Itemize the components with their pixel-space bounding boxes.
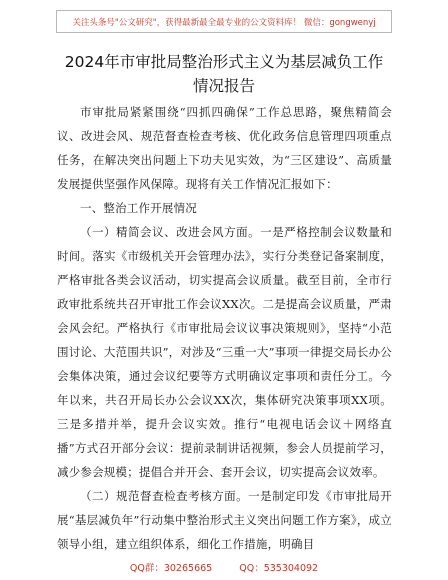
document-body [57, 100, 392, 556]
intro-paragraph: 市审批局紧紧围绕“四抓四确保”工作总思路，聚焦精简会议、改进会风、规范督查检查考核、优化政务信息管理四项重点任务，在解决突出问题上下功夫见实效，为“三区建设”、高质量发展提供坚强作风保障。现将有关工作情况汇报如下： [57, 105, 392, 191]
footer-qq: QQ：535304092 [239, 563, 319, 574]
footer-qq-group: QQ群：30265665 [129, 563, 213, 574]
body-paragraph: （二）规范督查检查考核方面。一是制定印发《市审批局开展“基层减负年”行动集中整治形式主义突出问题工作方案》，成立领导小组，建立组织体系，细化工作措施，明确目 [57, 489, 392, 551]
title-line-1: 2024年市审批局整治形式主义为基层减负工作 [64, 53, 384, 71]
body-paragraph: （一）精简会议、改进会风方面。一是严格控制会议数量和时间。落实《市级机关开会管理办法》，实行分类登记备案制度，严格审批各类会议活动，切实提高会议质量。截至目前，全市行政审批系统共召开审批工作会议XX次。二是提高会议质量，严肃会风会纪。严格执行《市审批局会议议事决策规则》，坚持“小范围讨论、大范围共识”，对涉及“三重一大”事项一律提交局长办公会集体决策，通过会议纪要等方式明确议定事项和责任分工。今年以来，共召开局长办公会议XX次，集体研究决策事项XX项。三是多措并举，提升会议实效。推行“电视电话会议＋网络直播”方式召开部分会议：提前录制讲话视频，参会人员提前学习，减少参会规模；提倡合并开会、套开会议，切实提高会议效率。 [57, 225, 392, 479]
section-heading: 一、整治工作开展情况 [80, 201, 197, 215]
title-line-2: 情况报告 [192, 77, 255, 95]
document-title [40, 50, 408, 98]
footer-contact [0, 560, 448, 574]
header-banner: 关注头条号"公文研究"，获得最新最全最专业的公文资料库！ 微信：gongwenyj [56, 10, 392, 33]
